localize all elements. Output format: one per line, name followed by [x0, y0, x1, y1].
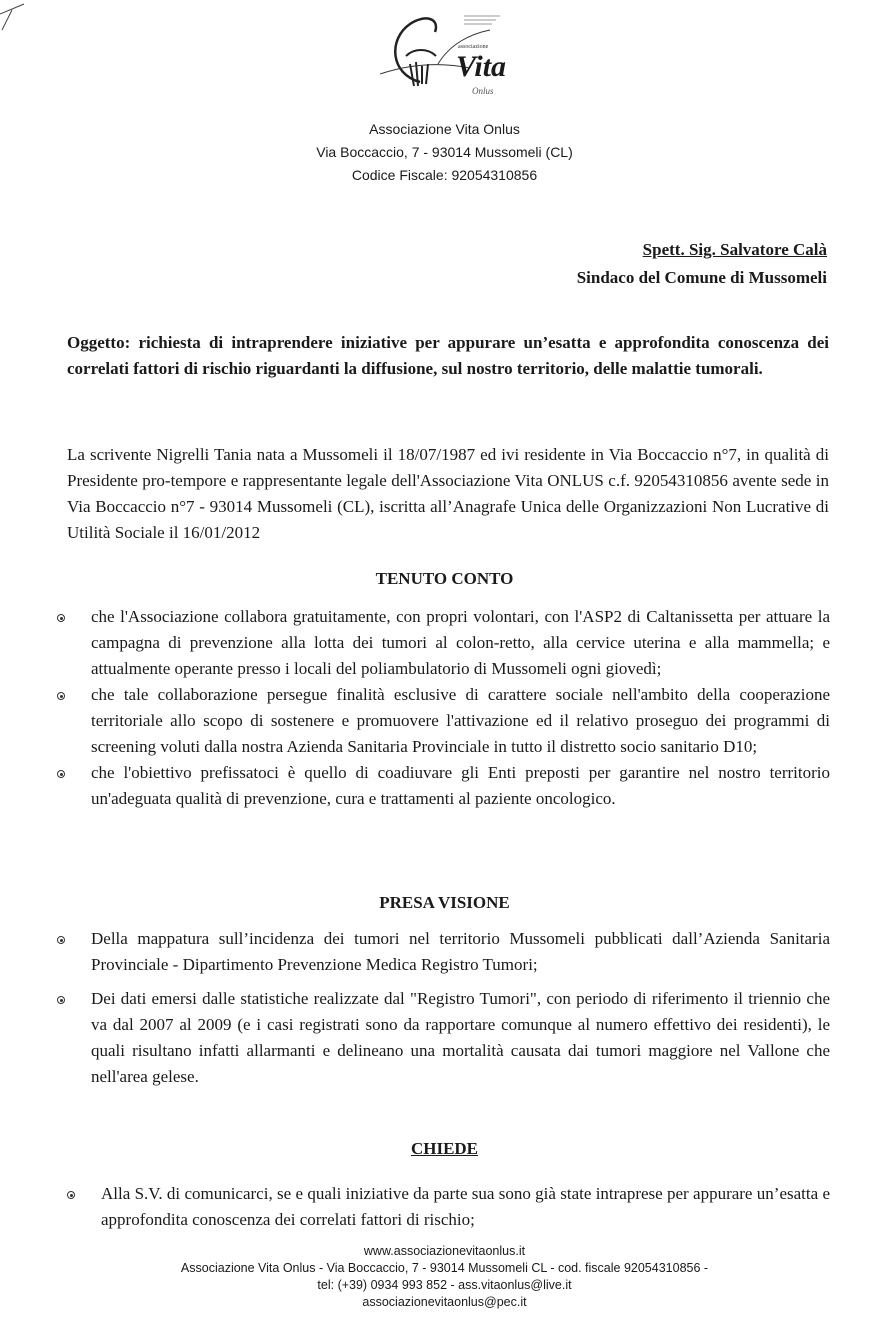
recipient-name: Spett. Sig. Salvatore Calà	[642, 240, 827, 259]
bullet-icon	[57, 692, 65, 700]
list-item-text: che tale collaborazione persegue finalità esclusive di carattere sociale nell'ambito della cooperazione territoriale allo scopo di sostenere e promuovere l'attivazione ed il relativo proseguo dei programmi di screening voluti dalla nostra Azienda Sanitaria Provinciale in tutto il distretto socio sanitario D10;	[91, 685, 830, 756]
list-item	[50, 682, 830, 760]
presa-visione-list	[50, 926, 830, 1098]
intro-paragraph: La scrivente Nigrelli Tania nata a Mussomeli il 18/07/1987 ed ivi residente in Via Boccaccio n°7, in qualità di Presidente pro-tempore e rappresentante legale dell'Associazione Vita ONLUS c.f. 92054310856 avente sede in Via Boccaccio n°7 - 93014 Mussomeli (CL), iscritta all’Anagrafe Unica delle Organizzazioni Non Lucrative di Utilità Sociale il 16/01/2012	[67, 445, 829, 542]
sender-block	[0, 118, 889, 187]
bullet-icon	[57, 936, 65, 944]
subject-paragraph: Oggetto: richiesta di intraprendere iniziative per appurare un’esatta e approfondita conoscenza dei correlati fattori di rischio riguardanti la diffusione, sul nostro territorio, delle malattie tumorali.	[67, 333, 829, 378]
list-item-text: Della mappatura sull’incidenza dei tumori nel territorio Mussomeli pubblicati dall’Azienda Sanitaria Provinciale - Dipartimento Prevenzione Medica Registro Tumori;	[91, 929, 830, 974]
page-footer	[0, 1243, 889, 1311]
footer-address: Associazione Vita Onlus - Via Boccaccio, 7 - 93014 Mussomeli CL - cod. fiscale 92054310856 -	[180, 1261, 709, 1275]
list-item-text: che l'obiettivo prefissatoci è quello di coadiuvare gli Enti preposti per garantire nel nostro territorio un'adeguata qualità di prevenzione, cura e trattamenti al paziente oncologico.	[91, 763, 830, 808]
sender-tax-code: Codice Fiscale: 92054310856	[351, 167, 538, 183]
footer-website: www.associazionevitaonlus.it	[363, 1244, 526, 1258]
section-heading-presa-visione: PRESA VISIONE	[379, 893, 510, 912]
bullet-icon	[67, 1191, 75, 1199]
bullet-icon	[57, 770, 65, 778]
recipient-block	[577, 236, 827, 292]
logo-small-caption: associazione	[458, 44, 489, 50]
list-item-text: che l'Associazione collabora gratuitamente, con propri volontari, con l'ASP2 di Caltanissetta per attuare la campagna di prevenzione alla lotta dei tumori al colon-retto, alla cervice uterina e alla mammella; e attualmente operante presso i locali del poliambulatorio di Mussomeli ogni giovedì;	[91, 607, 830, 678]
list-item	[60, 1181, 830, 1233]
section-heading-chiede	[0, 1139, 889, 1159]
footer-pec: associazionevitaonlus@pec.it	[362, 1295, 527, 1309]
association-logo	[380, 4, 530, 104]
bullet-icon	[57, 614, 65, 622]
footer-contact: tel: (+39) 0934 993 852 - ass.vitaonlus@live.it	[317, 1278, 572, 1292]
sender-name: Associazione Vita Onlus	[369, 121, 520, 137]
scan-corner-mark	[0, 0, 30, 40]
list-item-text: Dei dati emersi dalle statistiche realizzate dal "Registro Tumori", con periodo di riferimento il triennio che va dal 2007 al 2009 (e i casi registrati sono da rapportare comunque al numero effettivo dei residenti), le quali risultano infatti allarmanti e delineano una mortalità causata dai tumori maggiore nel Vallone che nell'area gelese.	[91, 989, 830, 1086]
sender-address: Via Boccaccio, 7 - 93014 Mussomeli (CL)	[316, 144, 573, 160]
list-item	[50, 760, 830, 812]
chiede-list	[60, 1181, 830, 1233]
list-item	[50, 986, 830, 1090]
tree-emblem-icon	[380, 4, 530, 104]
chiede-heading-text: CHIEDE	[410, 1139, 479, 1158]
recipient-title: Sindaco del Comune di Mussomeli	[576, 268, 827, 287]
list-item	[50, 926, 830, 978]
list-item	[50, 604, 830, 682]
section-heading-tenuto-conto: TENUTO CONTO	[375, 569, 514, 588]
logo-wordmark: Vita	[456, 50, 507, 83]
list-item-text: Alla S.V. di comunicarci, se e quali iniziative da parte sua sono già state intraprese per appurare un’esatta e approfondita conoscenza dei correlati fattori di rischio;	[101, 1184, 830, 1229]
tenuto-conto-list	[50, 604, 830, 812]
logo-subtitle: Onlus	[472, 86, 494, 96]
bullet-icon	[57, 996, 65, 1004]
